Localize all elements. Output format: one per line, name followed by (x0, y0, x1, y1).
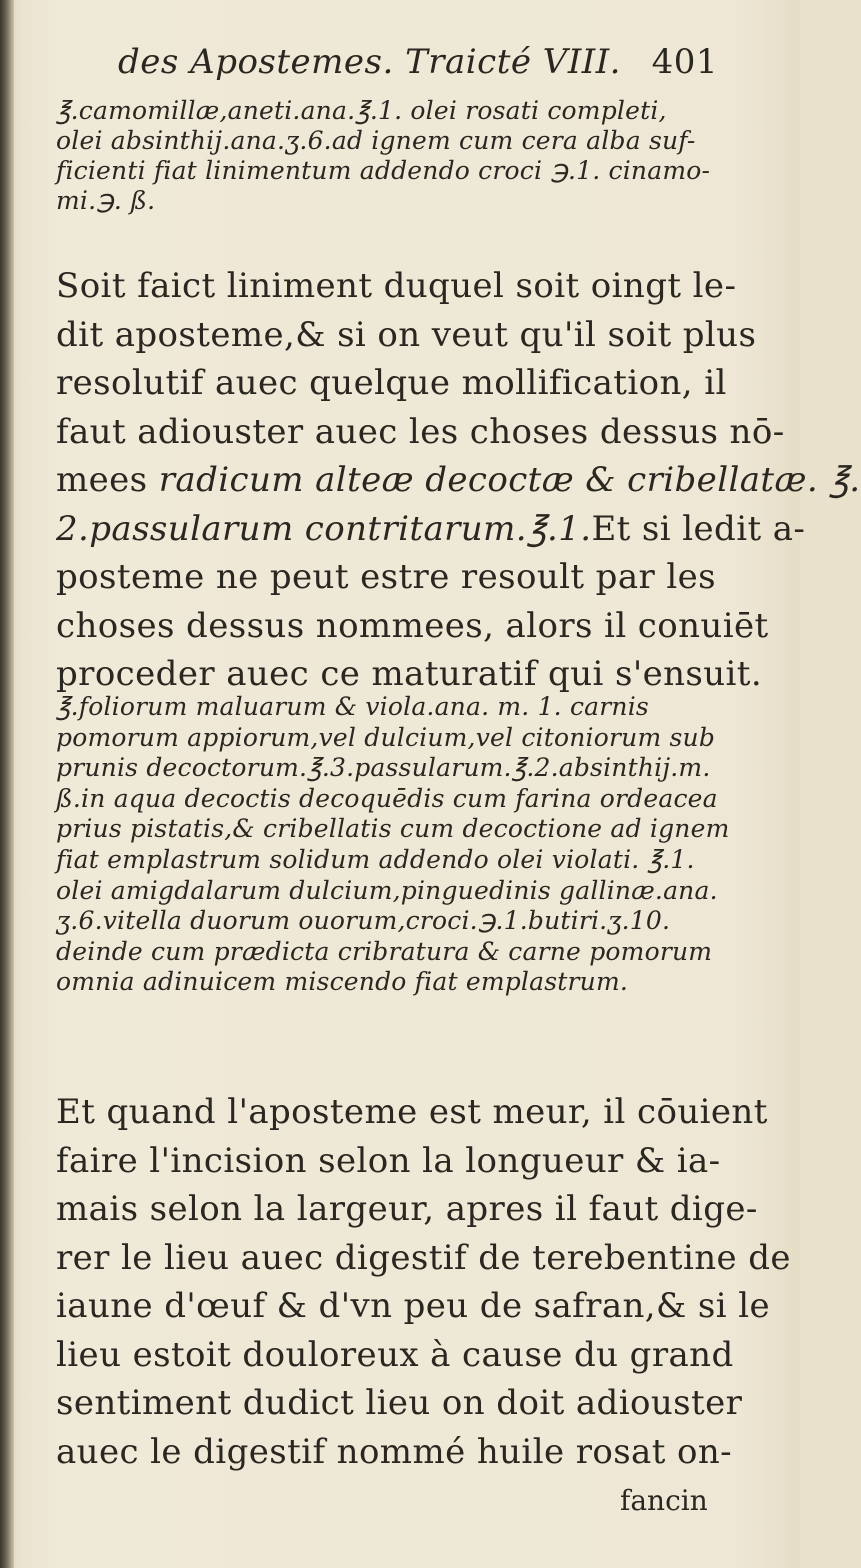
text-span: mees (56, 460, 159, 500)
page-number: 401 (651, 42, 718, 82)
text-line: prunis decoctorum.℥.3.passularum.℥.2.absinthij.m. (56, 753, 711, 783)
text-line: ℥.camomillæ,aneti.ana.℥.1. olei rosati completi, (56, 96, 667, 125)
running-head (118, 42, 718, 92)
text-line: faut adiouster auec les choses dessus nō- (56, 411, 785, 452)
french-paragraph-2 (56, 1088, 791, 1476)
text-line: ʒ.6.vitella duorum ouorum,croci.℈.1.butiri.ʒ.10. (56, 906, 671, 936)
text-line: posteme ne peut estre resoult par les (56, 557, 717, 597)
text-line: proceder auec ce maturatif qui s'ensuit. (56, 654, 763, 694)
text-line: ß.in aqua decoctis decoquēdis cum farina ordeacea (56, 783, 718, 813)
text-line: pomorum appiorum,vel dulcium,vel citoniorum sub (56, 722, 716, 752)
text-line: prius pistatis,& cribellatis cum decoctione ad ignem (56, 814, 730, 844)
french-paragraph-1 (56, 262, 861, 699)
latin-span: radicum alteæ decoctæ & cribellatæ. ℥. (158, 460, 861, 500)
text-line: iaune d'œuf & d'vn peu de safran,& si le (56, 1286, 770, 1326)
text-line: choses dessus nommees, alors il conuiēt (56, 605, 769, 646)
text-line: faire l'incision selon la longueur & ia- (56, 1140, 721, 1181)
text-line: auec le digestif nommé huile rosat on- (56, 1431, 733, 1472)
catchword: fancin (620, 1484, 708, 1517)
text-line: ficienti fiat linimentum addendo croci ℈.1. cinamo- (56, 156, 711, 185)
text-line: mais selon la largeur, apres il faut dige- (56, 1189, 758, 1229)
text-line: deinde cum prædicta cribratura & carne pomorum (56, 936, 713, 966)
text-line: fiat emplastrum solidum addendo olei violati. ℥.1. (56, 844, 695, 874)
text-line-mixed (56, 505, 806, 554)
text-line: Soit faict liniment duquel soit oingt le- (56, 266, 737, 306)
text-line: omnia adinuicem miscendo fiat emplastrum. (56, 967, 629, 997)
text-line: lieu estoit douloreux à cause du grand (56, 1334, 734, 1375)
text-line: olei absinthij.ana.ʒ.6.ad ignem cum cera alba suf- (56, 126, 696, 155)
latin-recipe-1 (56, 96, 716, 216)
latin-span: 2.passularum contritarum.℥.1. (56, 508, 592, 549)
text-span: Et si ledit a- (591, 508, 806, 549)
text-line: Et quand l'aposteme est meur, il cōuient (56, 1092, 768, 1132)
text-line: mi.℈. ß. (56, 186, 156, 215)
latin-recipe-2 (56, 692, 730, 998)
text-line: ℥.foliorum maluarum & viola.ana. m. 1. carnis (56, 692, 649, 721)
running-head-title: des Apostemes. Traicté VIII. (118, 42, 621, 82)
text-line-mixed (56, 456, 861, 505)
text-line: olei amigdalarum dulcium,pinguedinis gallinæ.ana. (56, 875, 718, 905)
binding-gutter (0, 0, 14, 1568)
text-line: rer le lieu auec digestif de terebentine de (56, 1237, 791, 1278)
text-line: dit aposteme,& si on veut qu'il soit plus (56, 314, 757, 355)
text-line: resolutif auec quelque mollification, il (56, 363, 727, 403)
text-line: sentiment dudict lieu on doit adiouster (56, 1383, 743, 1423)
